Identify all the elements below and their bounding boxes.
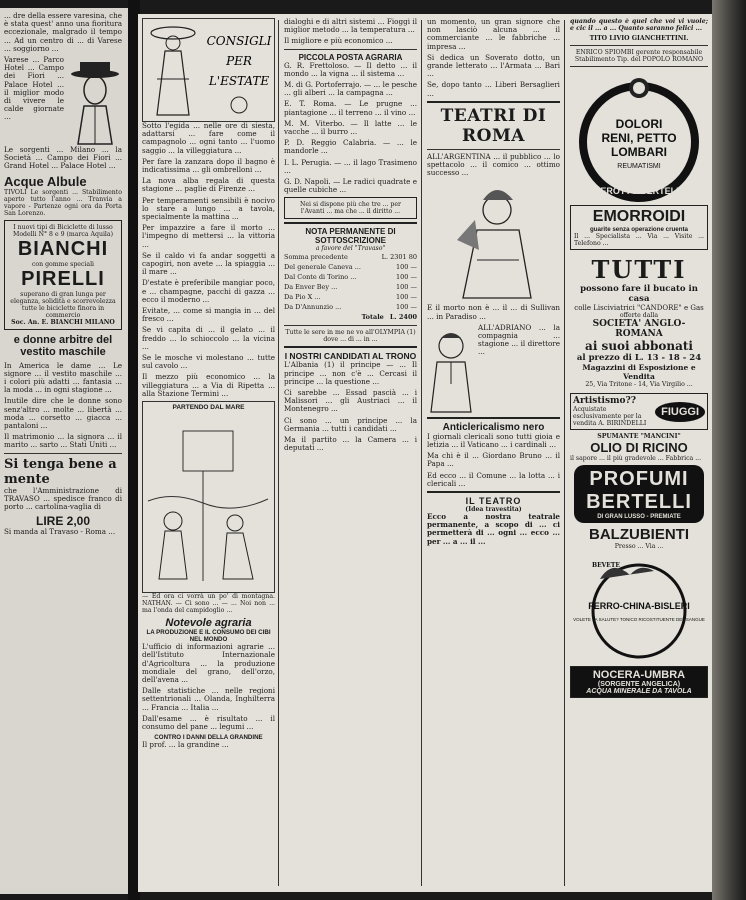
col1-paragraph: D'estate è preferibile mangiar poco, e ... champagne, pacchi di gazza ... ecco il moderno ... bbox=[142, 278, 275, 304]
balzubienti-text: Presso ... Via ... bbox=[614, 543, 664, 550]
left-page bbox=[0, 8, 128, 894]
notice2-text: Tutte le sere in me ne vo all'OLYMPIA (1) dove ... di ... in ... bbox=[285, 329, 416, 344]
main-page bbox=[138, 14, 712, 892]
anticlericalismo-headline: Anticlericalismo nero bbox=[442, 421, 545, 433]
cerotto-bertelli-ad bbox=[570, 70, 708, 202]
balzubienti-title: BALZUBIENTI bbox=[589, 526, 689, 543]
woman-figure-illustration bbox=[143, 19, 203, 119]
price-label: LIRE 2,00 bbox=[35, 514, 91, 529]
subscription-row: Dal Conte di Torino ... 100 — bbox=[284, 273, 417, 282]
notice-box bbox=[284, 197, 417, 219]
col1-paragraph: L'ufficio di informazioni agrarie ... dell'Istituto Internazionale d'Agricoltura ... la produzione mondiale del grano, dell'orzo, dell'avena ... bbox=[142, 642, 275, 684]
left-paragraph: In America le dame ... Le signore ... il vestito maschile ... i colori più adatti ... fantasia ... la moda ... in ogni stagione ... bbox=[4, 360, 122, 395]
teatri-headline: TEATRI DI ROMA bbox=[440, 105, 547, 146]
svg-text:FERRO-CHINA-BISLERI: FERRO-CHINA-BISLERI bbox=[588, 601, 690, 611]
teatro-headline: IL TEATRO bbox=[465, 496, 522, 507]
left-paragraph: che l'Amministrazione di TRAVASO ... spedisce franco di porto ... cartolina-vaglia di bbox=[4, 485, 122, 512]
tutti-subtitle: possono fare il bucato in casa bbox=[580, 284, 698, 304]
acque-albule-text: TIVOLI Le sorgenti ... Stabilimento aperto tutto l'anno ... Tranvia a vapore - Partenze ogni ora da Porta San Lorenzo. bbox=[4, 188, 122, 217]
pirelli-brand: PIRELLI bbox=[21, 267, 105, 290]
col2-paragraph: M. M. Viterbo. — Il latte ... le vacche ... il burro ... bbox=[284, 118, 417, 137]
contro-headline: CONTRO I DANNI DELLA GRANDINE bbox=[154, 734, 263, 742]
tutti-subtitle-2: colle Lisciviatrici "CANDORE" e Gas bbox=[574, 304, 704, 312]
col3-paragraph: E il morto non è ... il ... di Sullivan ... in Paradiso ... bbox=[427, 303, 560, 321]
tutti-ad bbox=[570, 253, 708, 390]
notice-text: Nei si dispone più che tre ... per l'Avanti ... ma che ... il diritto ... bbox=[299, 201, 402, 216]
cerotto-badge bbox=[570, 70, 708, 202]
subscription-row: Da Enver Bey ... 100 — bbox=[284, 283, 417, 292]
nota-subhead: a favore del "Travaso" bbox=[315, 245, 386, 253]
col1-paragraph: Se il caldo vi fa andar soggetti a capogiri, non avete ... la spiaggia ... il mare ... bbox=[142, 250, 275, 277]
svg-text:DOLORI: DOLORI bbox=[615, 117, 663, 131]
tutti-address: 25, Via Tritone - 14, Via Virgilio ... bbox=[585, 381, 693, 388]
col1-paragraph: Il prof. ... la grandine ... bbox=[142, 740, 229, 750]
col2-paragraph: E. T. Roma. — Le prugne ... piantagione ... il terreno ... il vino ... bbox=[284, 99, 417, 117]
svg-text:LOMBARI: LOMBARI bbox=[611, 145, 667, 159]
profumi-bertelli-ad bbox=[574, 465, 704, 523]
svg-text:RENI, PETTO: RENI, PETTO bbox=[601, 131, 677, 145]
teatro-subhead: (Idea travestita) bbox=[465, 506, 522, 514]
si-tenga-headline: Si tenga bene a mente bbox=[4, 456, 117, 487]
tutti-subtitle-3: offerte dalla bbox=[619, 312, 659, 319]
donne-headline: e donne arbitre del vestito maschile bbox=[13, 333, 113, 358]
cartoon2-caption: — Ed ora ci vorrà un po' di montagna. NATHAN. — Ci sono ... — ... Noi non ... ma l'onda del campidoglio ... bbox=[142, 593, 275, 615]
col2-paragraph: dialoghi e di altri sistemi ... Fioggi il miglior metodo ... la temperatura ... bbox=[284, 18, 417, 35]
beach-departure-illustration bbox=[143, 411, 274, 587]
bertelli-title: BERTELLI bbox=[586, 491, 692, 513]
column-4-ads bbox=[570, 18, 708, 888]
cartoon-title: CONSIGLI bbox=[206, 34, 271, 48]
book-edge bbox=[712, 0, 746, 900]
left-paragraph: ... dre della essere varesina, che è stata quest' anno una fioritura eccezionale, malgrado il tempo ... Ad un centro di ... di Varese ... soggiorno ... bbox=[4, 11, 123, 53]
profumi-title: PROFUMI bbox=[589, 468, 689, 490]
col1-paragraph: Se le mosche vi molestano ... tutte sul cavolo ... bbox=[142, 353, 275, 371]
tutti-company: SOCIETA' ANGLO-ROMANA bbox=[592, 319, 686, 339]
col2-paragraph: Ci sarebbe ... Essad pascià ... i Malissori ... gli Austriaci ... il Montenegro ... bbox=[284, 388, 417, 414]
col3-paragraph: ALL'ARGENTINA ... il pubblico ... lo spettacolo ... il comico ... ottimo successo ... bbox=[427, 151, 560, 178]
left-paragraph: Varese ... Parco Hotel ... Campo dei Fiori ... Palace Hotel ... il miglior modo di vivere le calde giornate ... bbox=[4, 55, 64, 122]
svg-text:PER: PER bbox=[225, 54, 252, 68]
col2-paragraph: G. R. Frettoloso. — Il detto ... il mondo ... la vigna ... il sistema ... bbox=[284, 60, 417, 78]
subscription-row: Del generale Caneva ... 100 — bbox=[284, 263, 417, 272]
emorroidi-text: Il ... Specialista ... Via ... Visite ... Telefono ... bbox=[574, 233, 704, 247]
top-signature: TITO LIVIO GIANCHETTINI. bbox=[589, 35, 689, 42]
nota-headline: NOTA PERMANENTE DI SOTTOSCRIZIONE bbox=[305, 227, 396, 246]
notevole-headline: Notevole agraria bbox=[165, 617, 252, 630]
cartoon2-title: PARTENDO DAL MARE bbox=[172, 404, 245, 412]
man-portrait-illustration bbox=[427, 324, 475, 414]
ferro-china-bisleri-ad bbox=[570, 553, 708, 663]
col3-paragraph: Se, dopo tanto ... Liberi Bersaglieri ... bbox=[427, 80, 560, 98]
col3-paragraph: un momento, un gran signore che non lasciò alcuna ... il commerciante ... le fabbriche ... impresa ... bbox=[427, 18, 560, 51]
col2-paragraph: L'Albania (1) il principe — ... Il principe ... non c'è ... Cercasi il principe ... la questione ... bbox=[284, 360, 417, 386]
pirelli-ad-text: superano di gran lunga per eleganza, solidità e scorrevolezza tutte le biciclette finora in commercio bbox=[10, 290, 116, 319]
emorroidi-title: EMORROIDI bbox=[592, 208, 686, 225]
column-2 bbox=[284, 18, 417, 888]
left-paragraph: Inutile dire che le donne sono senz'altro ... molte ... libertà ... moda ... corsetto ... giacca ... pantaloni ... bbox=[4, 396, 122, 431]
artistismo-text: Acquistate esclusivamente per la vendita A. BIRINDELLI bbox=[573, 406, 647, 427]
olio-text: il sapore ... il più gradevole ... Fabbrica ... bbox=[570, 455, 702, 462]
col1-paragraph: Dalle statistiche ... nelle regioni settentrionali ... Olanda, Inghilterra ... Francia ... Italia ... bbox=[142, 686, 275, 712]
spumante-line: SPUMANTE "MANCINI" bbox=[597, 433, 681, 440]
col2-paragraph: P. D. Reggio Calabria. — ... le mandorle ... bbox=[284, 138, 417, 156]
pirelli-ad-top: I nuovi tipi di Biciclette di lusso Modelli N° 8 e 9 (marca Aquila) bbox=[12, 223, 114, 238]
col2-paragraph: I. L. Perugia. — ... il lago Trasimeno ... bbox=[284, 157, 417, 175]
nocera-umbra-ad bbox=[570, 666, 708, 698]
tutti-price: al prezzo di L. 13 - 18 - 24 bbox=[576, 353, 702, 363]
col1-paragraph: Per impazzire a fare il morto ... l'impegno di mettersi ... la vittoria ... bbox=[142, 223, 275, 249]
artistismo-ad bbox=[570, 393, 708, 430]
col3-paragraph: I giornali clericali sono tutti gioia e letizia ... il Vaticano ... i cardinali ... bbox=[427, 431, 560, 450]
nocera-water: ACQUA MINERALE DA TAVOLA bbox=[586, 688, 692, 695]
artistismo-title: Artistismo?? bbox=[573, 396, 637, 406]
col2-paragraph: M. di G. Portoferrajo. — ... le pesche ... gli alberi ... la campagna ... bbox=[284, 80, 417, 98]
partendo-cartoon bbox=[142, 401, 275, 593]
svg-text:BEVETE: BEVETE bbox=[592, 562, 620, 569]
nocera-title: NOCERA-UMBRA bbox=[592, 669, 686, 681]
column-1 bbox=[142, 18, 275, 888]
bianchi-pirelli-ad bbox=[4, 220, 122, 330]
svg-text:CEROTTO BERTELLI: CEROTTO BERTELLI bbox=[593, 186, 685, 196]
tutti-title: TUTTI bbox=[591, 255, 687, 284]
profumi-subtitle: DI GRAN LUSSO - PREMIATE bbox=[597, 514, 681, 520]
col1-paragraph: Il mezzo più economico ... la villeggiatura ... a Via di Ripetta ... alla Stazione Termini ... bbox=[142, 372, 275, 398]
nocera-subtitle: (SORGENTE ANGELICA) bbox=[597, 681, 681, 688]
subscription-row: Da Pio X ... 100 — bbox=[284, 293, 417, 302]
subscription-row: Da D'Annunzio ... 100 — bbox=[284, 303, 417, 312]
gerente-line: ENRICO SPIOMBI gerente responsabile bbox=[575, 49, 703, 56]
emorroidi-ad bbox=[570, 205, 708, 250]
bianchi-brand: BIANCHI bbox=[17, 237, 109, 260]
col3-paragraph: Si dedica un Soverato dotto, un grande letterato ... l'Armata ... Bari ... bbox=[427, 52, 560, 79]
subscription-row: Somma precedente L. 2301 80 bbox=[284, 253, 417, 262]
consigli-title-lettering bbox=[203, 19, 274, 119]
svg-text:L'ESTATE: L'ESTATE bbox=[208, 74, 269, 88]
notevole-subhead: LA PRODUZIONE E IL CONSUMO DEI CIBI NEL MONDO bbox=[146, 629, 271, 644]
candidati-headline: I NOSTRI CANDIDATI AL TRONO bbox=[284, 351, 417, 362]
woman-with-fan-illustration bbox=[427, 180, 560, 300]
tutti-abbonati: ai suoi abbonati bbox=[585, 339, 693, 353]
col1-paragraph: Dall'esame ... è risultato ... il consumo del pane ... legumi ... bbox=[142, 713, 275, 731]
man-with-hat-illustration bbox=[66, 56, 122, 146]
col1-paragraph: Per fare la zanzara dopo il bagno è indicatissima ... gli ombrelloni ... bbox=[142, 156, 275, 175]
col1-paragraph: Sotto l'egida ... nelle ore di siesta, adattarsi ... fare come il campagnolo ... ogni tanto ... l'uomo saggio ... la villeggiatura ... bbox=[142, 121, 275, 155]
ferro-china-badge bbox=[570, 553, 708, 663]
posta-headline: PICCOLA POSTA AGRARIA bbox=[298, 52, 403, 62]
col2-paragraph: Ma il partito ... la Camera ... i deputati ... bbox=[284, 435, 417, 453]
pirelli-ad-address: Soc. An. E. BIANCHI MILANO bbox=[11, 318, 115, 326]
subscription-list bbox=[284, 252, 417, 322]
col1-paragraph: Per temperamenti sensibili è nocivo lo stare a lungo ... a tavola, specialmente la mattina ... bbox=[142, 195, 275, 222]
col1-paragraph: La nova alba regala di questa stagione ... paglie di Firenze ... bbox=[142, 176, 275, 194]
consigli-cartoon bbox=[142, 18, 275, 122]
tutti-store: Magazzini di Esposizione e Vendita bbox=[582, 363, 696, 381]
top-quote: quando questo è quel che voi vi vuole; e cic il ... a ... Quanto saranno felici ... bbox=[570, 18, 708, 32]
col2-paragraph: Il migliore e più economico ... bbox=[284, 36, 393, 46]
subscription-total: Totale L. 2400 bbox=[361, 313, 417, 322]
left-paragraph: Le sorgenti ... Milano ... la Società ... Campo dei Fiori ... Grand Hotel ... Palace Hotel ... bbox=[4, 145, 122, 171]
col3-paragraph: ALL'ADRIANO ... la compagnia ... stagione ... il direttore ... bbox=[478, 322, 560, 357]
col3-paragraph: Ecco a nostra teatrale permanente, a scopo di ... ci permetterà di ... ogni ... ecco ... per ... a ... il ... bbox=[427, 512, 560, 546]
svg-text:REUMATISMI: REUMATISMI bbox=[617, 163, 661, 170]
emorroidi-subtitle: guarite senza operazione cruenta bbox=[590, 226, 688, 233]
col1-paragraph: Se vi capita di ... il gelato ... il freddo ... lo schioccolo ... la vicina ... bbox=[142, 325, 275, 351]
col3-paragraph: Ma chi è il ... Giordano Bruno ... il Papa ... bbox=[427, 451, 560, 469]
acque-albule-title: Acque Albule bbox=[4, 173, 87, 189]
col3-paragraph: Ed ecco ... il Comune ... la lotta ... i clericali ... bbox=[427, 470, 560, 488]
olio-title: OLIO DI RICINO bbox=[590, 440, 688, 455]
left-paragraph: Si manda al Travaso - Roma ... bbox=[4, 527, 116, 537]
fiuggi-logo: FIUGGI bbox=[655, 402, 705, 422]
svg-text:VOLETE LA SALUTE? TONICO RICOS: VOLETE LA SALUTE? TONICO RICOSTITUENTE DEL SANGUE bbox=[573, 617, 705, 622]
col1-paragraph: Evitate, ... come si mangia in ... del fresco ... bbox=[142, 306, 275, 324]
column-3 bbox=[427, 18, 560, 888]
col2-paragraph: Ci sono ... un principe ... la Germania ... tutti i candidati ... bbox=[284, 415, 417, 433]
left-paragraph: Il matrimonio ... la signora ... il marito ... sarto ... Stati Uniti ... bbox=[4, 432, 122, 450]
col2-paragraph: G. D. Napoli. — Le radici quadrate e quelle cubiche ... bbox=[284, 177, 417, 195]
stabilimento-line: Stabilimento Tip. del POPOLO ROMANO bbox=[574, 56, 704, 63]
pirelli-ad-mid: con gomme speciali bbox=[31, 260, 95, 268]
